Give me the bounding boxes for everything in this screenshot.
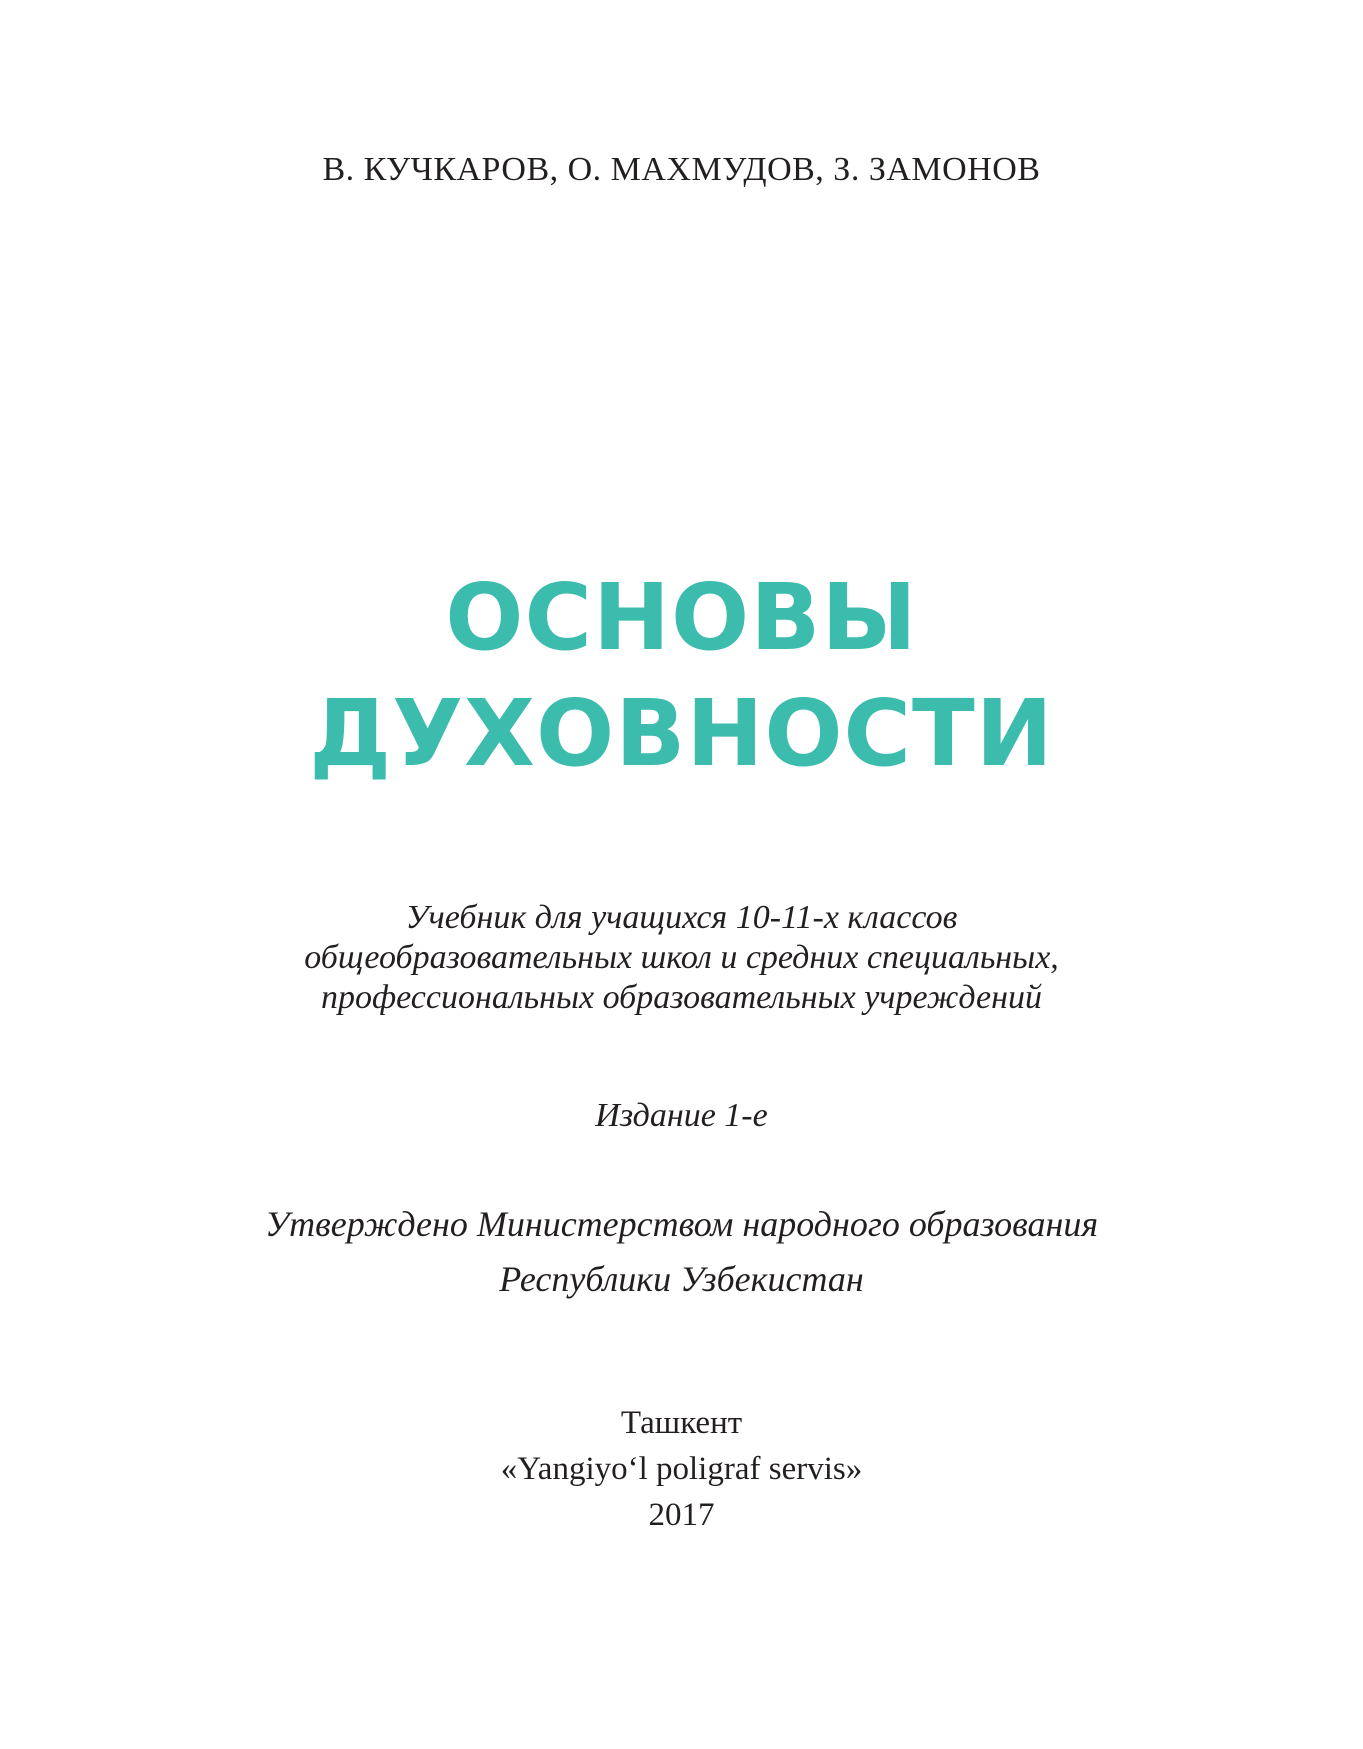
book-title — [0, 560, 1363, 792]
subtitle-line-1: Учебник для учащихся 10-11-х классов — [405, 899, 958, 936]
book-subtitle — [0, 898, 1363, 1018]
edition: Издание 1-е — [595, 1097, 768, 1134]
approval-line-2: Республики Узбекистан — [499, 1259, 864, 1299]
book-title-line-1: ОСНОВЫ — [445, 564, 918, 671]
authors: В. КУЧКАРОВ, О. МАХМУДОВ, З. ЗАМОНОВ — [322, 151, 1041, 188]
imprint-publisher: «Yangiyoʻl poligraf servis» — [500, 1451, 863, 1487]
subtitle-line-2: общеобразовательных школ и средних специальных, — [304, 939, 1059, 976]
book-title-line-2: ДУХОВНОСТИ — [309, 680, 1054, 787]
imprint-city: Ташкент — [620, 1405, 743, 1441]
approval-line-1: Утверждено Министерством народного образования — [264, 1204, 1099, 1244]
approval-note — [0, 1197, 1363, 1307]
imprint-year: 2017 — [648, 1497, 715, 1533]
imprint — [0, 1400, 1363, 1538]
subtitle-line-3: профессиональных образовательных учреждений — [321, 979, 1042, 1016]
